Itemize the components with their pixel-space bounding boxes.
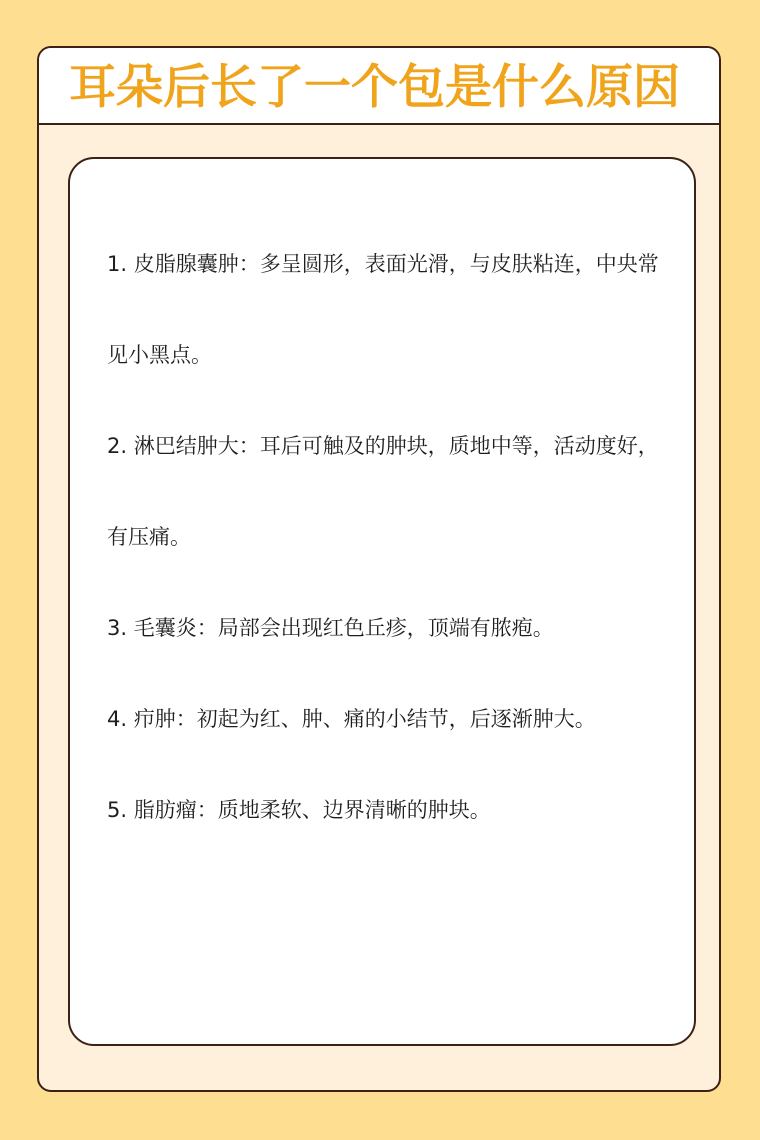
cause-item-lipoma: 5. 脂肪瘤：质地柔软、边界清晰的肿块。: [107, 798, 491, 822]
cause-list: [107, 219, 667, 856]
title-banner: [39, 48, 719, 125]
page-title: 耳朵后长了一个包是什么原因: [69, 60, 680, 115]
cause-item-lymph-node: 2. 淋巴结肿大：耳后可触及的肿块，质地中等，活动度好，有压痛。: [107, 434, 659, 549]
cause-item-furuncle: 4. 疖肿：初起为红、肿、痛的小结节，后逐渐肿大。: [107, 707, 596, 731]
cause-item-sebaceous-cyst: 1. 皮脂腺囊肿：多呈圆形，表面光滑，与皮肤粘连，中央常见小黑点。: [107, 252, 659, 367]
cause-item-folliculitis: 3. 毛囊炎：局部会出现红色丘疹，顶端有脓疱。: [107, 616, 554, 640]
content-panel: [68, 157, 696, 1046]
article-card: [37, 46, 721, 1092]
